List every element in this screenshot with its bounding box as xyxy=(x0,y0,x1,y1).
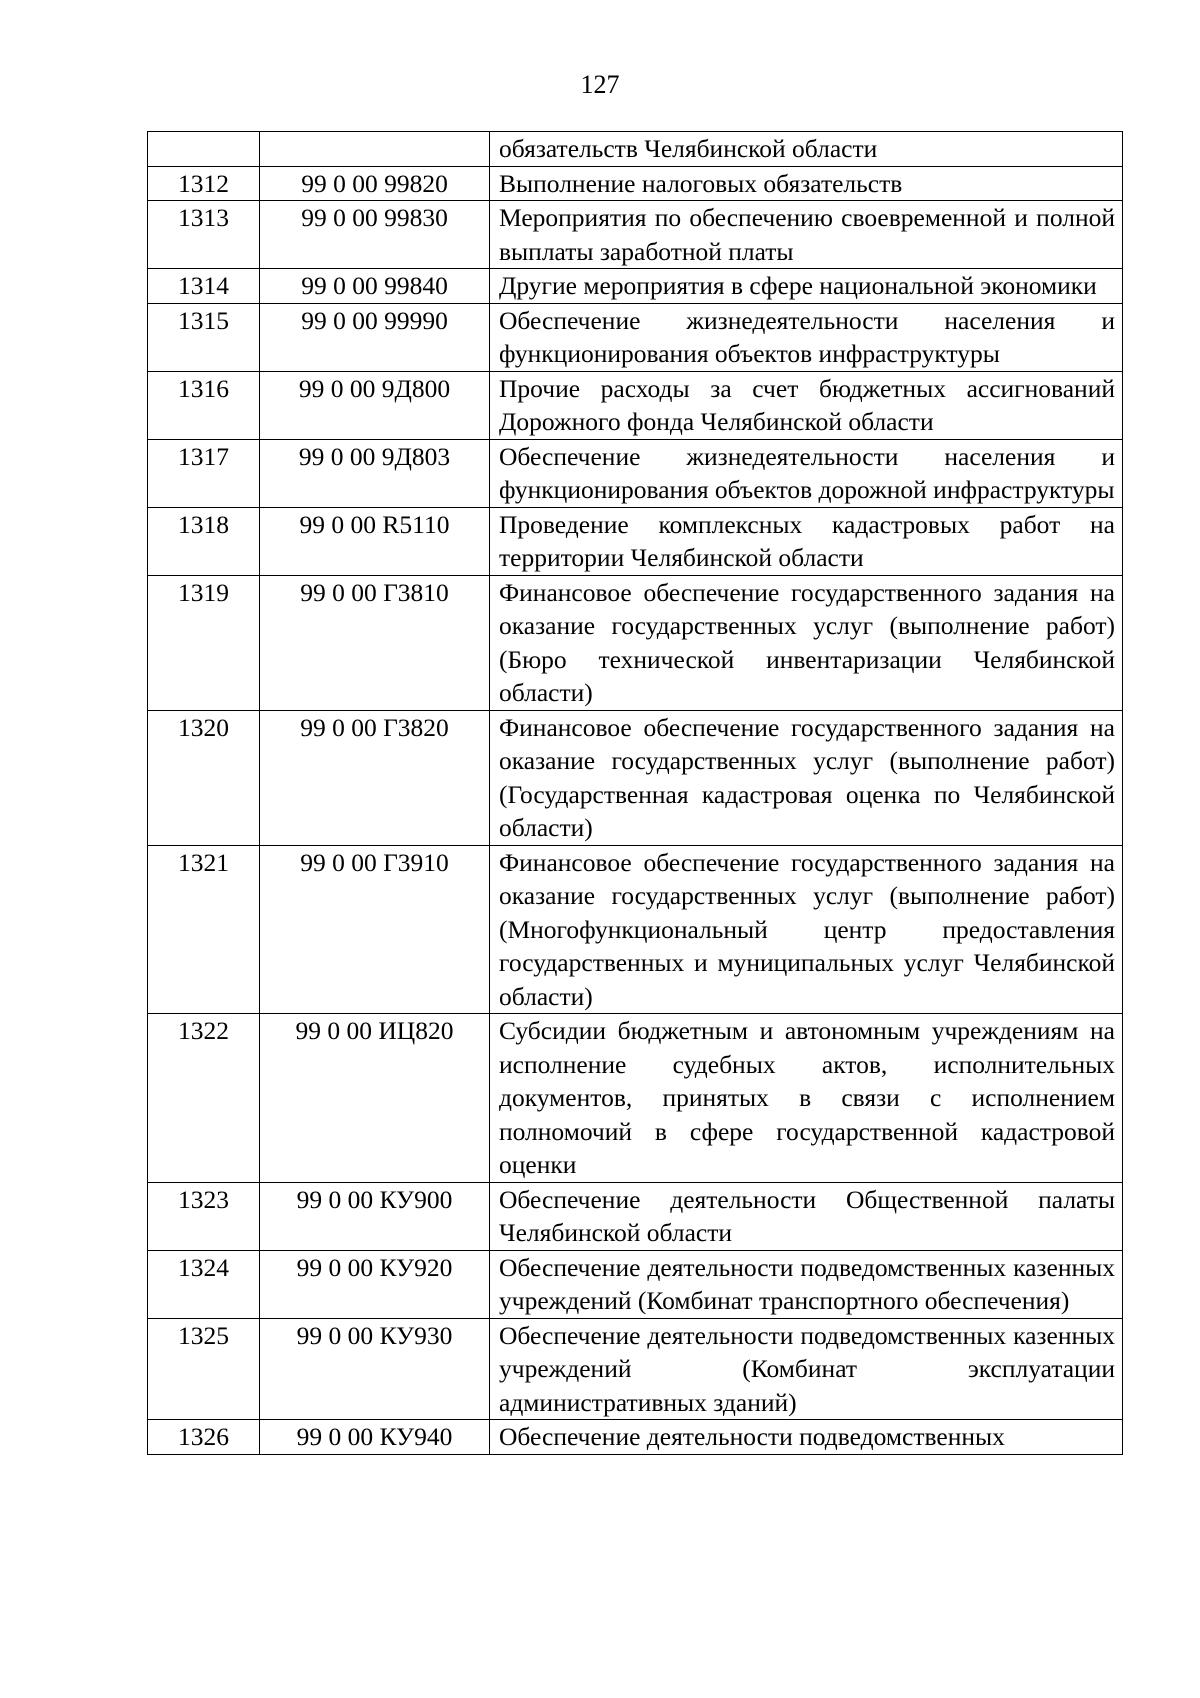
row-number-cell: 1315 xyxy=(148,303,260,371)
table-body xyxy=(148,132,1123,1455)
table-row xyxy=(148,1420,1123,1455)
table-row xyxy=(148,1014,1123,1183)
row-number-cell: 1318 xyxy=(148,507,260,575)
description-cell: Субсидии бюджетным и автономным учреждениям на исполнение судебных актов, исполнительных документов, принятых в связи с исполнением полномочий в сфере государственной кадастровой оценки xyxy=(490,1014,1123,1183)
description-cell: Обеспечение деятельности Общественной палаты Челябинской области xyxy=(490,1182,1123,1250)
description-cell: Обеспечение жизнедеятельности населения и функционирования объектов инфраструктуры xyxy=(490,303,1123,371)
code-cell: 99 0 00 9Д800 xyxy=(260,371,490,439)
code-cell: 99 0 00 99830 xyxy=(260,201,490,269)
table-row xyxy=(148,371,1123,439)
description-cell: Мероприятия по обеспечению своевременной и полной выплаты заработной платы xyxy=(490,201,1123,269)
description-cell: Финансовое обеспечение государственного задания на оказание государственных услуг (выполнение работ) (Государственная кадастровая оценка по Челябинской области) xyxy=(490,710,1123,845)
code-cell: 99 0 00 Г3910 xyxy=(260,845,490,1014)
code-cell: 99 0 00 ИЦ820 xyxy=(260,1014,490,1183)
code-cell xyxy=(260,132,490,167)
code-cell: 99 0 00 99820 xyxy=(260,166,490,201)
code-cell: 99 0 00 9Д803 xyxy=(260,439,490,507)
description-cell: Прочие расходы за счет бюджетных ассигнований Дорожного фонда Челябинской области xyxy=(490,371,1123,439)
table-row xyxy=(148,1250,1123,1318)
table-row xyxy=(148,507,1123,575)
row-number-cell: 1316 xyxy=(148,371,260,439)
row-number-cell: 1326 xyxy=(148,1420,260,1455)
table-row xyxy=(148,710,1123,845)
row-number-cell: 1325 xyxy=(148,1318,260,1420)
description-cell: Другие мероприятия в сфере национальной экономики xyxy=(490,269,1123,304)
row-number-cell: 1322 xyxy=(148,1014,260,1183)
table-row xyxy=(148,1318,1123,1420)
row-number-cell: 1319 xyxy=(148,575,260,710)
description-cell: Обеспечение деятельности подведомственных xyxy=(490,1420,1123,1455)
row-number-cell: 1314 xyxy=(148,269,260,304)
row-number-cell: 1317 xyxy=(148,439,260,507)
code-cell: 99 0 00 КУ920 xyxy=(260,1250,490,1318)
table-row xyxy=(148,132,1123,167)
code-cell: 99 0 00 99840 xyxy=(260,269,490,304)
description-cell: Выполнение налоговых обязательств xyxy=(490,166,1123,201)
row-number-cell xyxy=(148,132,260,167)
page-number: 127 xyxy=(580,70,620,99)
code-cell: 99 0 00 Г3820 xyxy=(260,710,490,845)
table-row xyxy=(148,269,1123,304)
description-cell: Обеспечение жизнедеятельности населения и функционирования объектов дорожной инфраструктуры xyxy=(490,439,1123,507)
row-number-cell: 1324 xyxy=(148,1250,260,1318)
description-cell: обязательств Челябинской области xyxy=(490,132,1123,167)
row-number-cell: 1323 xyxy=(148,1182,260,1250)
table-row xyxy=(148,201,1123,269)
code-cell: 99 0 00 Г3810 xyxy=(260,575,490,710)
code-cell: 99 0 00 99990 xyxy=(260,303,490,371)
row-number-cell: 1313 xyxy=(148,201,260,269)
table-row xyxy=(148,439,1123,507)
code-cell: 99 0 00 КУ900 xyxy=(260,1182,490,1250)
table-row xyxy=(148,575,1123,710)
table-row xyxy=(148,1182,1123,1250)
code-cell: 99 0 00 КУ940 xyxy=(260,1420,490,1455)
budget-classification-table xyxy=(147,131,1123,1455)
description-cell: Финансовое обеспечение государственного задания на оказание государственных услуг (выполнение работ) (Многофункциональный центр предоставления государственных и муниципальных услуг Челябинской области) xyxy=(490,845,1123,1014)
description-cell: Обеспечение деятельности подведомственных казенных учреждений (Комбинат эксплуатации административных зданий) xyxy=(490,1318,1123,1420)
code-cell: 99 0 00 КУ930 xyxy=(260,1318,490,1420)
row-number-cell: 1312 xyxy=(148,166,260,201)
description-cell: Обеспечение деятельности подведомственных казенных учреждений (Комбинат транспортного обеспечения) xyxy=(490,1250,1123,1318)
description-cell: Проведение комплексных кадастровых работ на территории Челябинской области xyxy=(490,507,1123,575)
table-row xyxy=(148,845,1123,1014)
row-number-cell: 1320 xyxy=(148,710,260,845)
row-number-cell: 1321 xyxy=(148,845,260,1014)
description-cell: Финансовое обеспечение государственного задания на оказание государственных услуг (выполнение работ) (Бюро технической инвентаризации Челябинской области) xyxy=(490,575,1123,710)
code-cell: 99 0 00 R5110 xyxy=(260,507,490,575)
table-row xyxy=(148,303,1123,371)
table-row xyxy=(148,166,1123,201)
